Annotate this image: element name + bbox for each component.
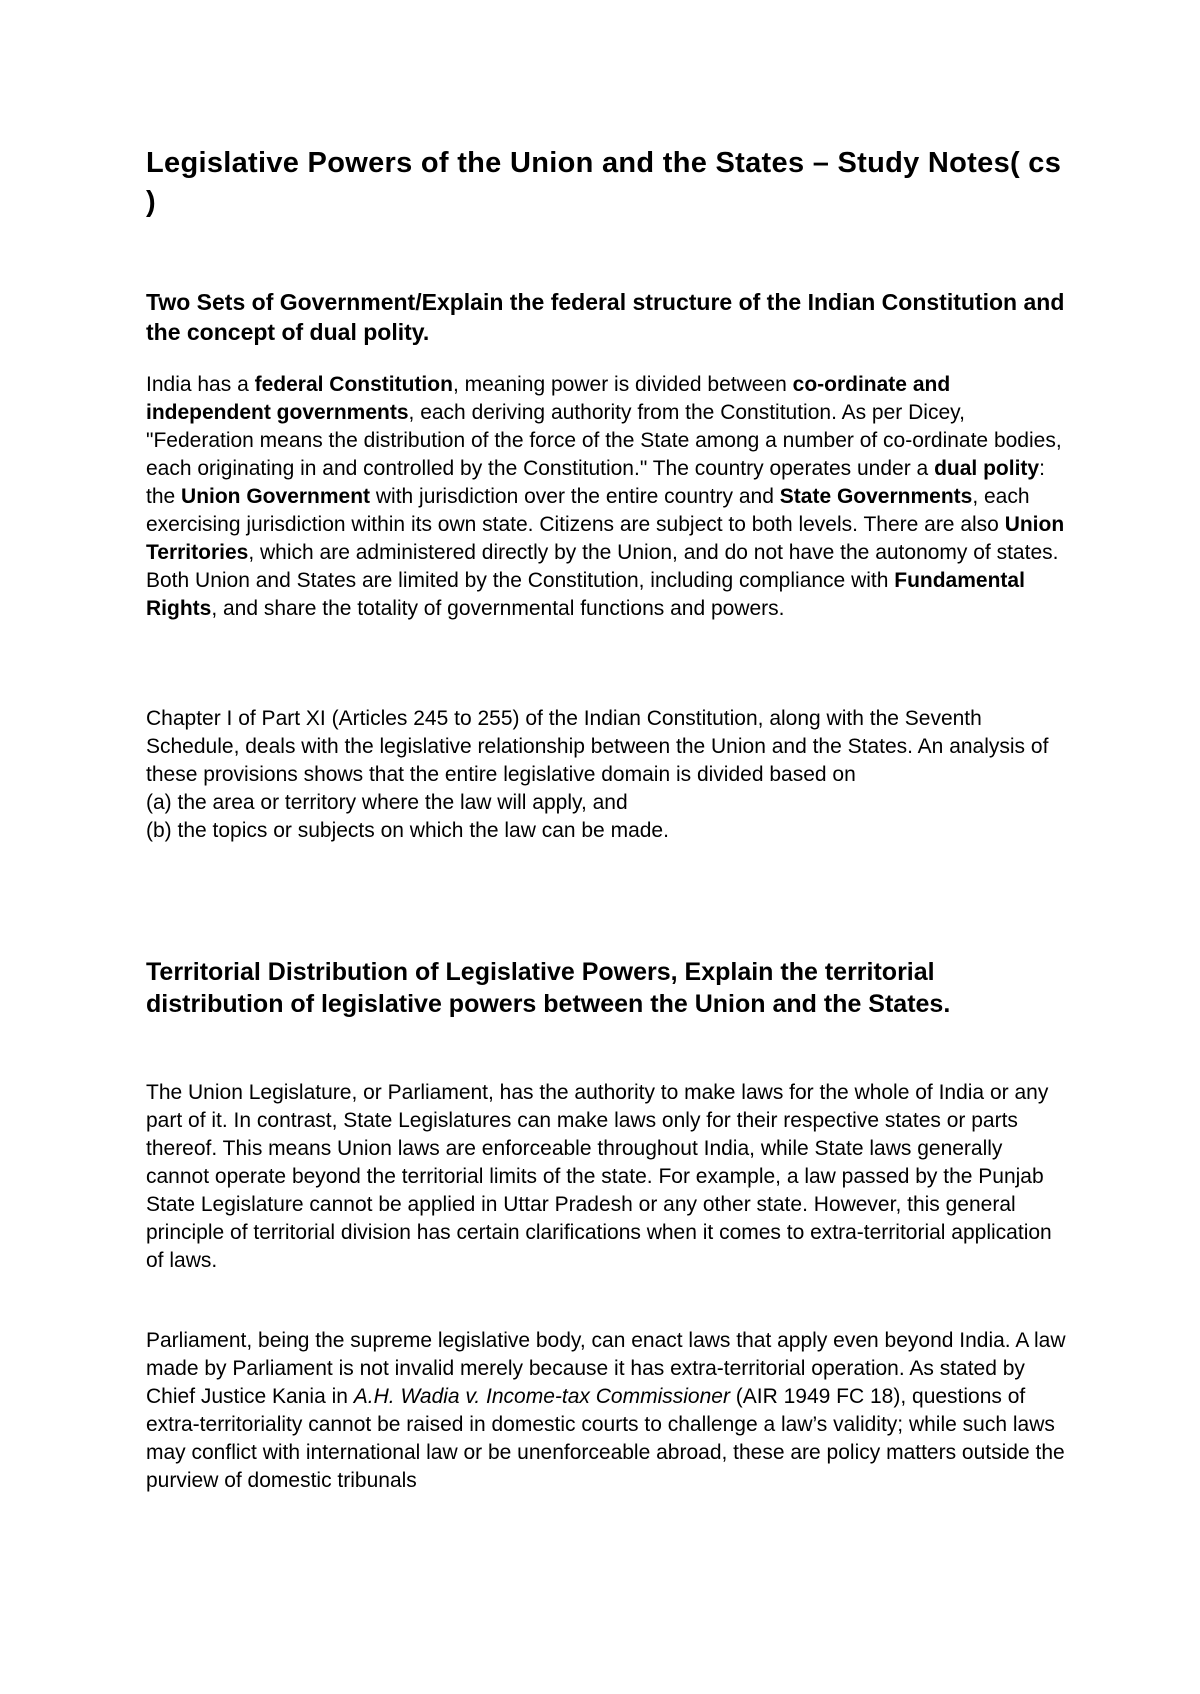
text-run: , which are administered directly by the Union, and do not have the autonomy of states. Both Union and States are limited by the Constitution, including compliance with <box>146 541 1059 592</box>
text-run: (AIR 1949 FC 18), questions of extra-territoriality cannot be raised in domestic courts to challenge a law’s validity; while such laws may conflict with international law or be unenforceable abroad, these are policy matters outside the purview of domestic tribunals <box>146 1385 1065 1492</box>
text-run: : the <box>146 457 1045 508</box>
text-run: India has a <box>146 373 255 396</box>
heading-bold-part: Territorial Distribution of Legislative Powers, <box>146 958 678 986</box>
paragraph-chapter-xi <box>146 705 1066 845</box>
bold-term: State Governments <box>779 485 973 508</box>
list-item-b: (b) the topics or subjects on which the law can be made. <box>146 819 669 842</box>
text-run: , and share the totality of governmental functions and powers. <box>211 597 785 620</box>
bold-term: Union Government <box>181 485 371 508</box>
bold-term: Fundamental Rights <box>146 569 1025 620</box>
bold-term: co-ordinate and independent governments <box>146 373 951 424</box>
heading-question-part: Explain the territorial distribution of legislative powers between the Union and the States. <box>146 958 951 1018</box>
bold-term: federal Constitution <box>254 373 453 396</box>
paragraph-text: Chapter I of Part XI (Articles 245 to 255) of the Indian Constitution, along with the Seventh Schedule, deals with the legislative relationship between the Union and the States. An analysis of these provisions shows that the entire legislative domain is divided based on <box>146 707 1049 786</box>
section-heading-territorial <box>146 956 1066 1020</box>
text-run: , each deriving authority from the Constitution. As per Dicey, "Federation means the distribution of the force of the State among a number of co-ordinate bodies, each originating in and controlled by the Constitution." The country operates under a <box>146 401 1062 480</box>
text-run: , meaning power is divided between <box>452 373 793 396</box>
case-citation: A.H. Wadia v. Income-tax Commissioner <box>353 1385 730 1408</box>
list-item-a: (a) the area or territory where the law will apply, and <box>146 791 628 814</box>
section-heading-dual-polity: Two Sets of Government/Explain the federal structure of the Indian Constitution and the concept of dual polity. <box>146 289 1065 345</box>
text-run: , each exercising jurisdiction within its own state. Citizens are subject to both levels. There are also <box>146 485 1030 536</box>
paragraph-extra-territorial <box>146 1327 1066 1495</box>
paragraph-union-legislature: The Union Legislature, or Parliament, has the authority to make laws for the whole of India or any part of it. In contrast, State Legislatures can make laws only for their respective states or parts thereof. This means Union laws are enforceable throughout India, while State laws generally cannot operate beyond the territorial limits of the state. For example, a law passed by the Punjab State Legislature cannot be applied in Uttar Pradesh or any other state. However, this general principle of territorial division has certain clarifications when it comes to extra-territorial application of laws. <box>146 1081 1052 1272</box>
text-run: with jurisdiction over the entire country and <box>370 485 780 508</box>
text-run: Parliament, being the supreme legislative body, can enact laws that apply even beyond India. A law made by Parliament is not invalid merely because it has extra-territorial operation. As stated by Chief Justice Kania in <box>146 1329 1066 1408</box>
bold-term: Union Territories <box>146 513 1065 564</box>
document-title: Legislative Powers of the Union and the States – Study Notes( cs ) <box>146 147 1062 218</box>
paragraph-federal-constitution <box>146 371 1066 623</box>
bold-term: dual polity <box>934 457 1040 480</box>
